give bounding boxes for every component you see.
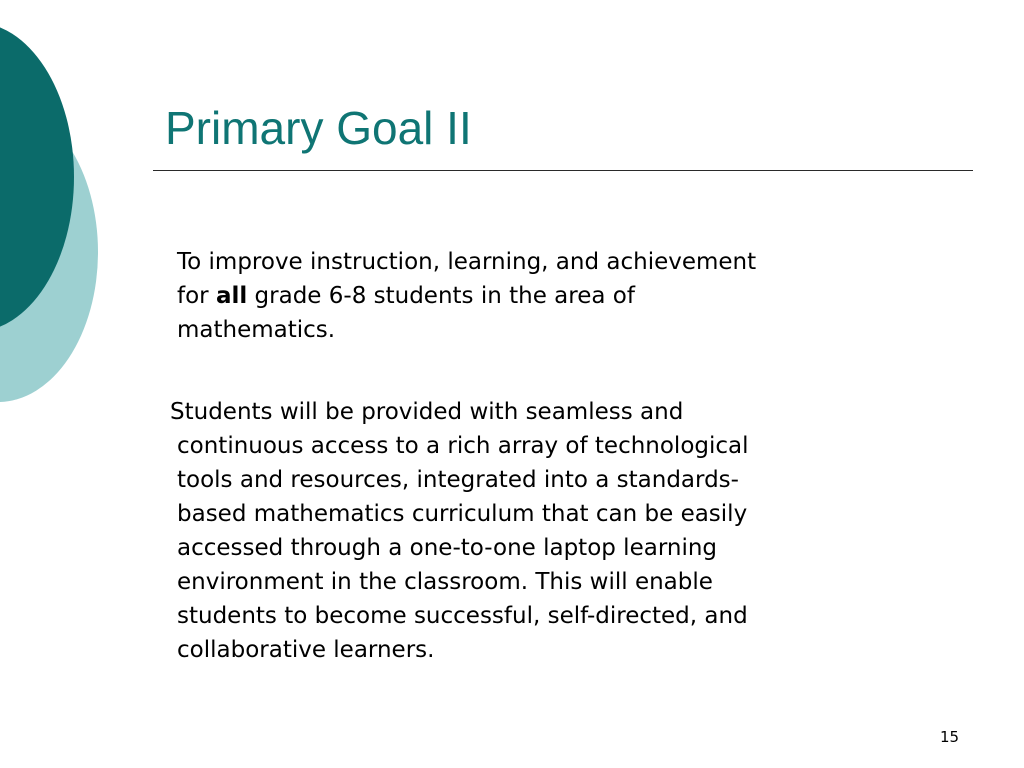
- description-line: based mathematics curriculum that can be easily: [177, 501, 748, 527]
- description-line: students to become successful, self-directed, and: [177, 603, 748, 629]
- goal-paragraph: [177, 245, 912, 347]
- goal-line-2-prefix: for: [177, 283, 216, 309]
- goal-emphasis-all: all: [215, 283, 248, 309]
- description-line: collaborative learners.: [177, 637, 435, 663]
- description-line: environment in the classroom. This will enable: [177, 569, 713, 595]
- goal-line-2: [177, 279, 912, 313]
- description-line: tools and resources, integrated into a standards-: [177, 467, 739, 493]
- slide-title: Primary Goal II: [165, 102, 472, 154]
- page-number: 15: [940, 728, 960, 746]
- description-line: Students will be provided with seamless and: [170, 399, 684, 425]
- description-line: accessed through a one-to-one laptop learning: [177, 535, 718, 561]
- title-divider: [153, 170, 973, 171]
- goal-line-2-suffix: grade 6-8 students in the area of: [247, 283, 635, 309]
- description-paragraph: [170, 395, 912, 667]
- goal-line-3: mathematics.: [177, 317, 336, 343]
- description-line: continuous access to a rich array of technological: [177, 433, 749, 459]
- goal-line-1: To improve instruction, learning, and achievement: [177, 249, 757, 275]
